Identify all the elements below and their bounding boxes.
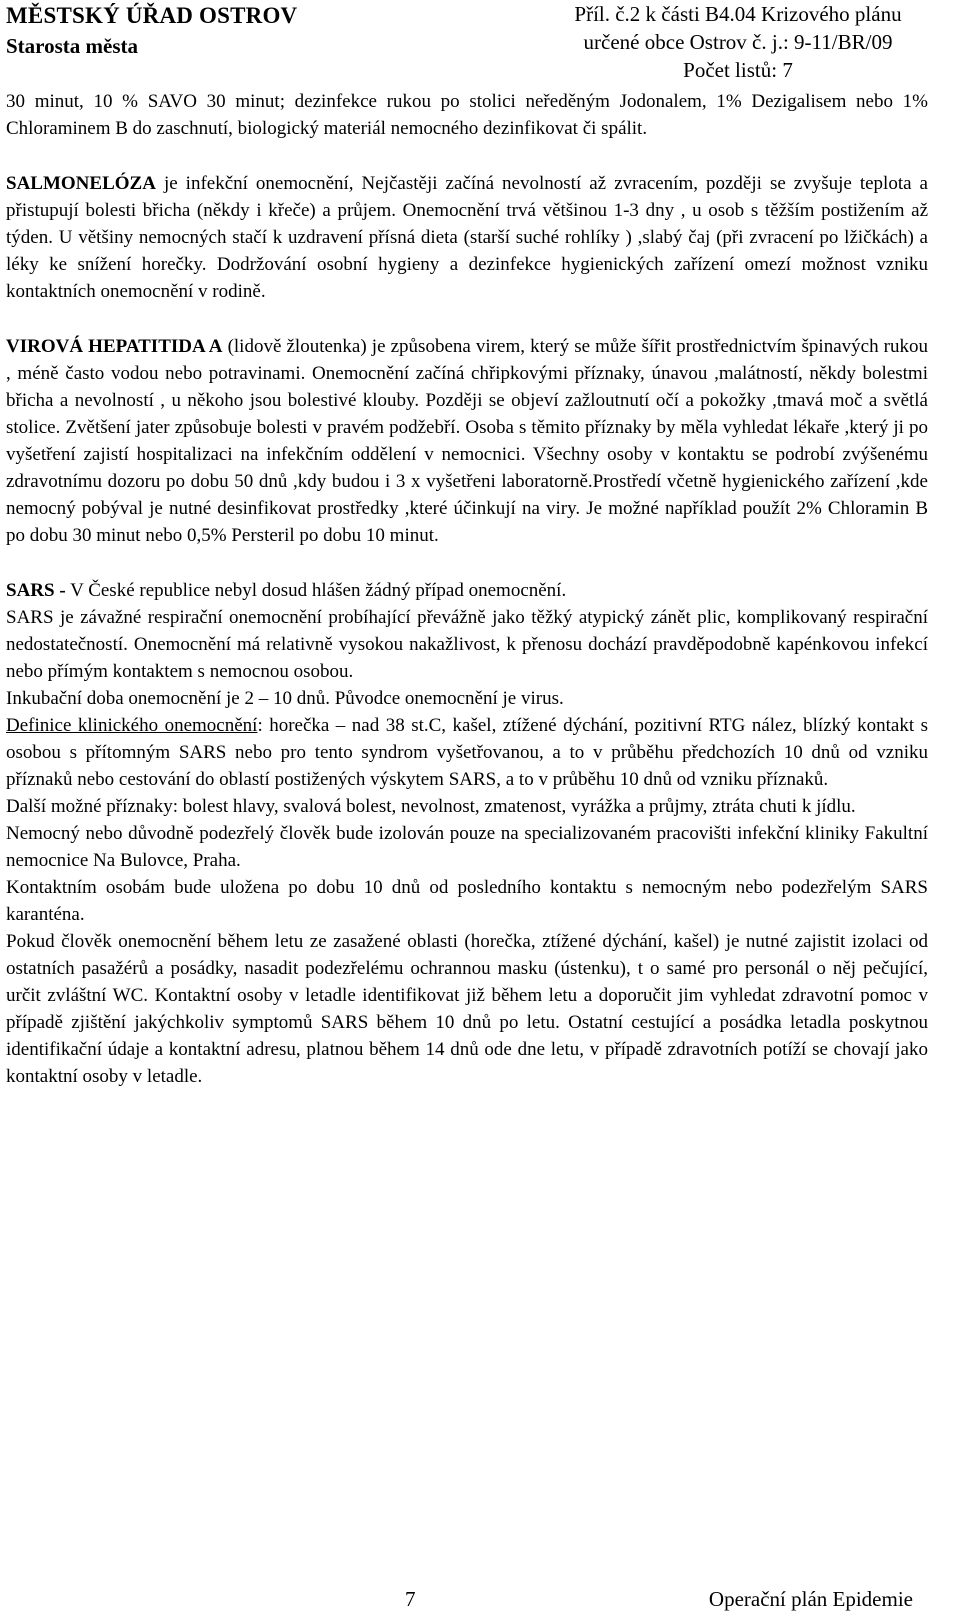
sheet-count: Počet listů: 7 — [683, 58, 793, 82]
document-reference — [552, 0, 924, 84]
hepatitis-text: (lidově žloutenka) je způsobena virem, který se může šířit prostřednictvím špinavých rukou , méně často vodou nebo potravinami. Onemocnění začíná chřipkovými příznaky, únavou ,malátností, někdy bolestmi břicha a nevolností , u někoho jsou bolestivé klouby. Později se objeví zažloutnutí očí a pokožky ,tmavá moč a světlá stolice. Zvětšení jater způsobuje bolesti v pravém podžebří. Osoba s těmito příznaky by měla vyhledat lékaře ,který ji po vyšetření zajistí hospitalizaci na infekčním oddělení v nemocnici. Všechny osoby v kontaktu se podrobí zvýšenému zdravotnímu dozoru po dobu 50 dnů ,kdy budou i 3 x vyšetřeni laboratorně.Prostředí včetně hygienického zařízení ,kde nemocný pobýval je nutné desinfikovat prostředky ,které účinkují na viry. Je možné například použít 2% Chloramin B po dobu 30 minut nebo 0,5% Persteril po dobu 10 minut. — [6, 336, 929, 546]
paragraph-salmonella — [6, 170, 928, 305]
target-reference: určené obce Ostrov č. j.: 9-11/BR/09 — [583, 30, 893, 54]
document-body — [6, 88, 928, 1090]
paragraph-sars-symptoms: Další možné příznaky: bolest hlavy, svalová bolest, nevolnost, zmatenost, vyrážka a průjmy, ztráta chuti k jídlu. — [6, 796, 856, 817]
office-name: MĚSTSKÝ ÚŘAD OSTROV — [6, 3, 298, 28]
paragraph-hepatitis — [6, 333, 928, 549]
annex-reference: Příl. č.2 k části B4.04 Krizového plánu — [574, 2, 902, 26]
paragraph-sars-description: SARS je závažné respirační onemocnění probíhající převážně jako těžký atypický zánět plic, komplikovaný respirační nedostatečností. Onemocnění má relativně vysokou nakažlivost, k přenosu dochází pravděpodobně kapénkovou infekcí nebo přímým kontaktem s nemocnou osobou. — [6, 607, 928, 682]
paragraph-sars-flight: Pokud člověk onemocnění během letu ze zasažené oblasti (horečka, ztížené dýchání, kašel) je nutné zajistit izolaci od ostatních pasažérů a posádky, nasadit podezřelému ochrannou masku (ústenku), t o samé pro personál o něj pečující, určit zvláštní WC. Kontaktní osoby v letadle identifikovat již během letu a doporučit jim vyhledat zdravotní pomoc v případě zjištění jakýchkoliv symptomů SARS během 10 dnů po letu. Ostatní cestující a posádka letadla poskytnou identifikační údaje a kontaktní adresu, platnou během 14 dnů ode dne letu, v případě zdravotních potíží se chovají jako kontaktní osoby v letadle. — [6, 931, 928, 1087]
office-role: Starosta města — [6, 34, 139, 58]
salmonella-text: je infekční onemocnění, Nejčastěji začíná nevolností až zvracením, později se zvyšuje teplota a přistupují bolesti břicha (někdy i křeče) a průjem. Onemocnění trvá většinou 1-3 dny , u osob s těžším postižením až týden. U většiny nemocných stačí k uzdravení přísná dieta (starší suché rohlíky ) ,slabý čaj (při zvracení po lžičkách) a léky ke snížení horečky. Dodržování osobní hygieny a dezinfekce hygienických zařízení omezí možnost vzniku kontaktních onemocnění v rodině. — [6, 173, 928, 302]
paragraph-sars-definition — [6, 712, 928, 793]
footer-document-title: Operační plán Epidemie — [708, 1587, 913, 1611]
page-number: 7 — [405, 1587, 416, 1611]
paragraph-sars-quarantine: Kontaktním osobám bude uložena po dobu 10 dnů od posledního kontaktu s nemocným nebo podezřelým SARS karanténa. — [6, 877, 928, 925]
paragraph-sars-intro — [6, 577, 928, 604]
salmonella-heading: SALMONELÓZA — [6, 173, 156, 194]
hepatitis-heading: VIROVÁ HEPATITIDA A — [6, 336, 223, 357]
sars-intro-text: V České republice nebyl dosud hlášen žádný případ onemocnění. — [65, 580, 567, 601]
sars-heading: SARS - — [6, 580, 66, 601]
paragraph-sars-isolation: Nemocný nebo důvodně podezřelý člověk bude izolován pouze na specializovaném pracovišti infekční kliniky Fakultní nemocnice Na Bulovce, Praha. — [6, 823, 928, 871]
definition-text: : horečka – nad 38 st.C, kašel, ztížené dýchání, pozitivní RTG nález, blízký kontakt s osobou s přítomným SARS nebo pro tento syndrom vyšetřovanou, a to v průběhu předchozích 10 dnů od vzniku příznaků nebo cestování do oblastí postižených výskytem SARS, a to v průběhu 10 dnů od vzniku příznaků. — [6, 715, 928, 790]
definition-label: Definice klinického onemocnění — [6, 715, 258, 736]
paragraph-disinfection: 30 minut, 10 % SAVO 30 minut; dezinfekce rukou po stolici neředěným Jodonalem, 1% Dezigalisem nebo 1% Chloraminem B do zaschnutí, biologický materiál nemocného dezinfikovat či spálit. — [6, 91, 928, 139]
paragraph-sars-incubation: Inkubační doba onemocnění je 2 – 10 dnů. Původce onemocnění je virus. — [6, 688, 564, 709]
